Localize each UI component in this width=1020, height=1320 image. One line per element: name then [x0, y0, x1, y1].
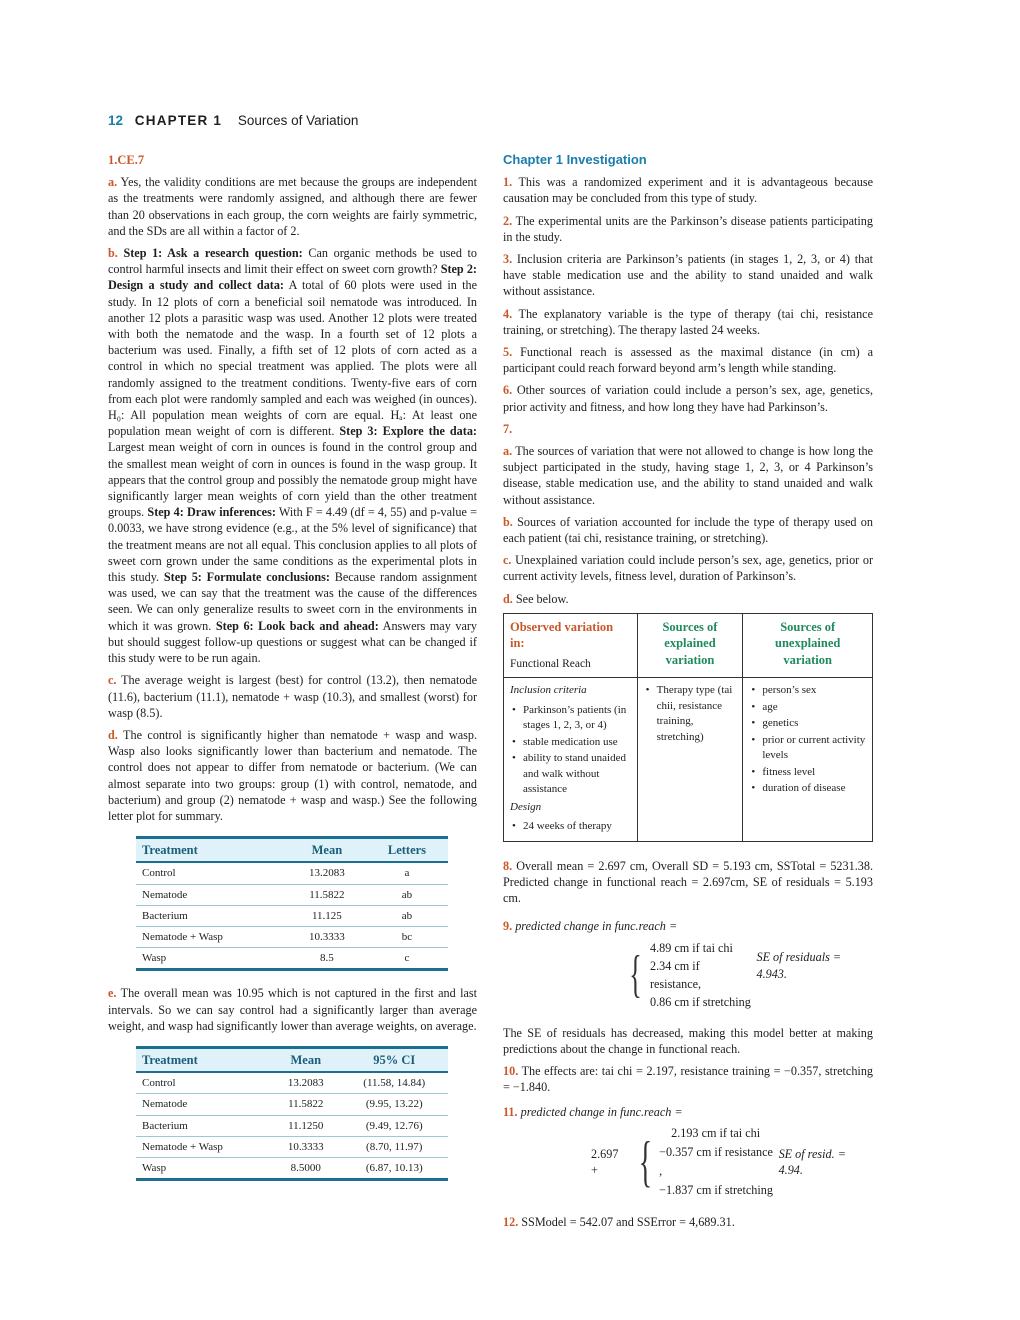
explained-cell	[637, 678, 743, 842]
answer-e: e. The overall mean was 10.95 which is not captured in the first and last intervals. So we can say control had a significantly larger than average weight, and wasp had significantly lower than average weights, on average.	[108, 986, 477, 1033]
sub-item: a. The sources of variation that were not allowed to change is how long the subject participated in the study, having stage 1, 2, 3, or 4 Parkinson’s disease, stable medication use, and the ability to stand unaided and walk without assistance.	[503, 444, 873, 507]
list-item: • Parkinson’s patients (in stages 1, 2, 3, or 4)	[510, 703, 631, 734]
left-column	[108, 152, 477, 1195]
step5-label: Step 5: Formulate conclusions:	[163, 570, 330, 585]
list-item: 3. Inclusion criteria are Parkinson’s patients (in stages 1, 2, 3, or 4) that have stable medication use and the ability to stand unaided and walk without assistance.	[503, 252, 874, 299]
answer-b: b. Step 1: Ask a research question: Can organic methods be used to control harmful insects and limit their effect on sweet corn growth? Step 2: Design a study and collect data: A total of 60 plots were used in the study. In 12 plots of corn a beneficial soil nematode was introduced. In another 12 plots a parasitic wasp was used. Another 12 plots were treated with both the nematode and the wasp. In a fourth set of 12 plots a bacterium was used. Finally, a fifth set of 12 plots of corn acted as a control in which no special treatment was applied. The plots were all randomly assigned to the treatment conditions. Twenty-five ears of corn from each plot were randomly sampled and each was weighed (in ounces). H₀: All population mean weights of corn are equal. Hₐ: At least one population mean weight of corn is different. Step 3: Explore the data: Largest mean weight of corn in ounces is found in the control group and the smallest mean weight of corn in ounces is found in the wasp group. It appears that the control group and possibly the nematode group might have significantly larger mean weights of corn yield than the other treatment groups. Step 4: Draw inferences: With F = 4.49 (df = 4, 55) and p-value = 0.0033, we have strong evidence (e.g., at the 5% level of significance) that the treatment means are not all equal. This conclusion applies to all plots of sweet corn grown under the same conditions as the experimental plots in this study. Step 5: Formulate conclusions: Because random assignment was used, we can say that the treatment was the cause of the differences seen. We can only generalize results to sweet corn in the environments in which it was grown. Step 6: Look back and ahead: Answers may vary but should suggest follow-up questions or suggest what can be changed if this study were to be run again.	[108, 246, 478, 666]
list-item: • ability to stand unaided and walk without assistance	[510, 751, 631, 798]
table-row: Control 13.2083 a	[136, 862, 448, 884]
sub-item: c. Unexplained variation could include person’s sex, age, genetics, prior or current activity levels, fitness level, duration of Parkinson’s.	[503, 553, 874, 584]
list-item: 2. The experimental units are the Parkinson’s disease patients participating in the study.	[503, 213, 873, 244]
list-item: • fitness level	[749, 765, 866, 781]
table-row: Wasp 8.5000 (6.87, 10.13)	[136, 1157, 448, 1179]
list-item: • age	[749, 700, 866, 716]
se-residuals-note: The SE of residuals has decreased, making this model better at making predictions about the change in functional reach.	[503, 1025, 873, 1056]
right-column	[503, 152, 873, 1236]
table-row: Nematode + Wasp 10.3333 (8.70, 11.97)	[136, 1136, 448, 1157]
table-header: Mean	[271, 1047, 340, 1072]
step6-label: Step 6: Look back and ahead:	[215, 618, 379, 633]
sources-of-variation-table	[503, 613, 873, 842]
table-header: Mean	[288, 838, 366, 863]
investigation-title: Chapter 1 Investigation	[503, 152, 647, 167]
table-header: Treatment	[136, 1047, 271, 1072]
observed-variation-header: Observed variation in: Functional Reach	[504, 613, 638, 678]
list-item: • stable medication use	[510, 735, 631, 751]
table-header: 95% CI	[340, 1047, 448, 1072]
answer-d: d. The control is significantly higher than nematode + wasp and wasp. Wasp also looks significantly lower than bacterium and nematode. The control does not appear to differ from nematode or bacterium. (We can almost separate into two groups: group (1) with control, nematode, and bacterium) and group (2) nematode + wasp and wasp.) See the following letter plot for summary.	[108, 727, 477, 823]
unexplained-variation-header: Sources of unexplained variation	[743, 613, 873, 678]
list-item: 7.	[503, 421, 513, 436]
table-row: Control 13.2083 (11.58, 14.84)	[136, 1072, 448, 1094]
equation-11: 11. predicted change in func.reach = 2.697 + { 2.193 cm if tai chi −0.357 cm if resistance , −1.837 cm if stretching SE of resid. = 4.94.	[503, 1104, 846, 1197]
equation-9: 9. predicted change in func.reach = { 4.89 cm if tai chi 2.34 cm if resistance, 0.86 cm if stretching SE of residuals = 4.943.	[503, 919, 842, 1009]
sub-item: b. Sources of variation accounted for include the type of therapy used on each patient (tai chi, resistance training, or stretching).	[503, 514, 873, 546]
step3-label: Step 3: Explore the data:	[339, 424, 477, 439]
list-item: 4. The explanatory variable is the type of therapy (tai chi, resistance training, or stretching). The therapy lasted 24 weeks.	[503, 306, 873, 337]
table-header: Treatment	[136, 838, 288, 863]
chapter-label: CHAPTER 1	[134, 113, 223, 128]
brace-symbol: {	[629, 945, 642, 1003]
design-label: Design	[510, 800, 542, 813]
answer-12: 12. SSModel = 542.07 and SSError = 4,689.31.	[503, 1214, 735, 1229]
inclusion-criteria-label: Inclusion criteria	[510, 684, 587, 697]
list-item: 1. This was a randomized experiment and it is advantageous because causation may be concluded from this type of study.	[503, 175, 873, 206]
list-item: • duration of disease	[749, 781, 866, 797]
running-header	[108, 113, 358, 128]
table-row: Wasp 8.5 c	[136, 948, 448, 970]
list-item: • prior or current activity levels	[749, 733, 866, 764]
functional-reach-label: Functional Reach	[510, 657, 591, 670]
confidence-interval-table	[136, 1046, 448, 1181]
page-number: 12	[108, 113, 124, 128]
unexplained-cell	[743, 678, 873, 842]
list-item: • 24 weeks of therapy	[510, 819, 631, 835]
table-row: Bacterium 11.1250 (9.49, 12.76)	[136, 1115, 448, 1136]
step4-label: Step 4: Draw inferences:	[147, 505, 276, 520]
list-item: • person’s sex	[749, 683, 866, 699]
answer-10: 10. The effects are: tai chi = 2.197, resistance training = −0.357, stretching = −1.840.	[503, 1064, 874, 1095]
letter-plot-table	[136, 836, 448, 971]
answer-c: c. The average weight is largest (best) for control (13.2), then nematode (11.6), bacterium (11.1), nematode + wasp (10.3), and smallest (worst) for wasp (8.5).	[108, 673, 478, 720]
sub-item: d. See below.	[503, 591, 569, 606]
chapter-title: Sources of Variation	[237, 113, 359, 128]
list-item: • genetics	[749, 716, 866, 732]
table-row: Nematode + Wasp 10.3333 bc	[136, 926, 448, 947]
observed-cell	[504, 678, 638, 842]
table-header: Letters	[366, 838, 448, 863]
step1-label: Step 1: Ask a research question:	[123, 246, 303, 261]
brace-symbol: {	[638, 1130, 653, 1193]
list-item: 6. Other sources of variation could include a person’s sex, age, genetics, prior activity and fitness, and how long they have had Parkinson’s.	[503, 383, 873, 414]
list-item: 5. Functional reach is assessed as the maximal distance (in cm) a participant could reach forward beyond arm’s length while standing.	[503, 345, 873, 376]
step2-label: Step 2: Design a study and collect data:	[108, 262, 477, 293]
table-row: Nematode 11.5822 ab	[136, 884, 448, 905]
table-row: Nematode 11.5822 (9.95, 13.22)	[136, 1094, 448, 1115]
exercise-number: 1.CE.7	[108, 153, 145, 167]
answer-a: a. Yes, the validity conditions are met because the groups are independent as the treatments were randomly assigned, and although there are fewer than 20 observations in each group, the corn weights are fairly symmetric, and the SDs are all within a factor of 2.	[108, 175, 477, 238]
table-row: Bacterium 11.125 ab	[136, 905, 448, 926]
answer-8: 8. Overall mean = 2.697 cm, Overall SD = 5.193 cm, SSTotal = 5231.38. Predicted change in functional reach = 2.697cm, SE of residuals = 5.193 cm.	[503, 858, 873, 906]
list-item: • Therapy type (tai chii, resistance training, stretching)	[644, 683, 737, 745]
explained-variation-header: Sources of explained variation	[637, 613, 743, 678]
